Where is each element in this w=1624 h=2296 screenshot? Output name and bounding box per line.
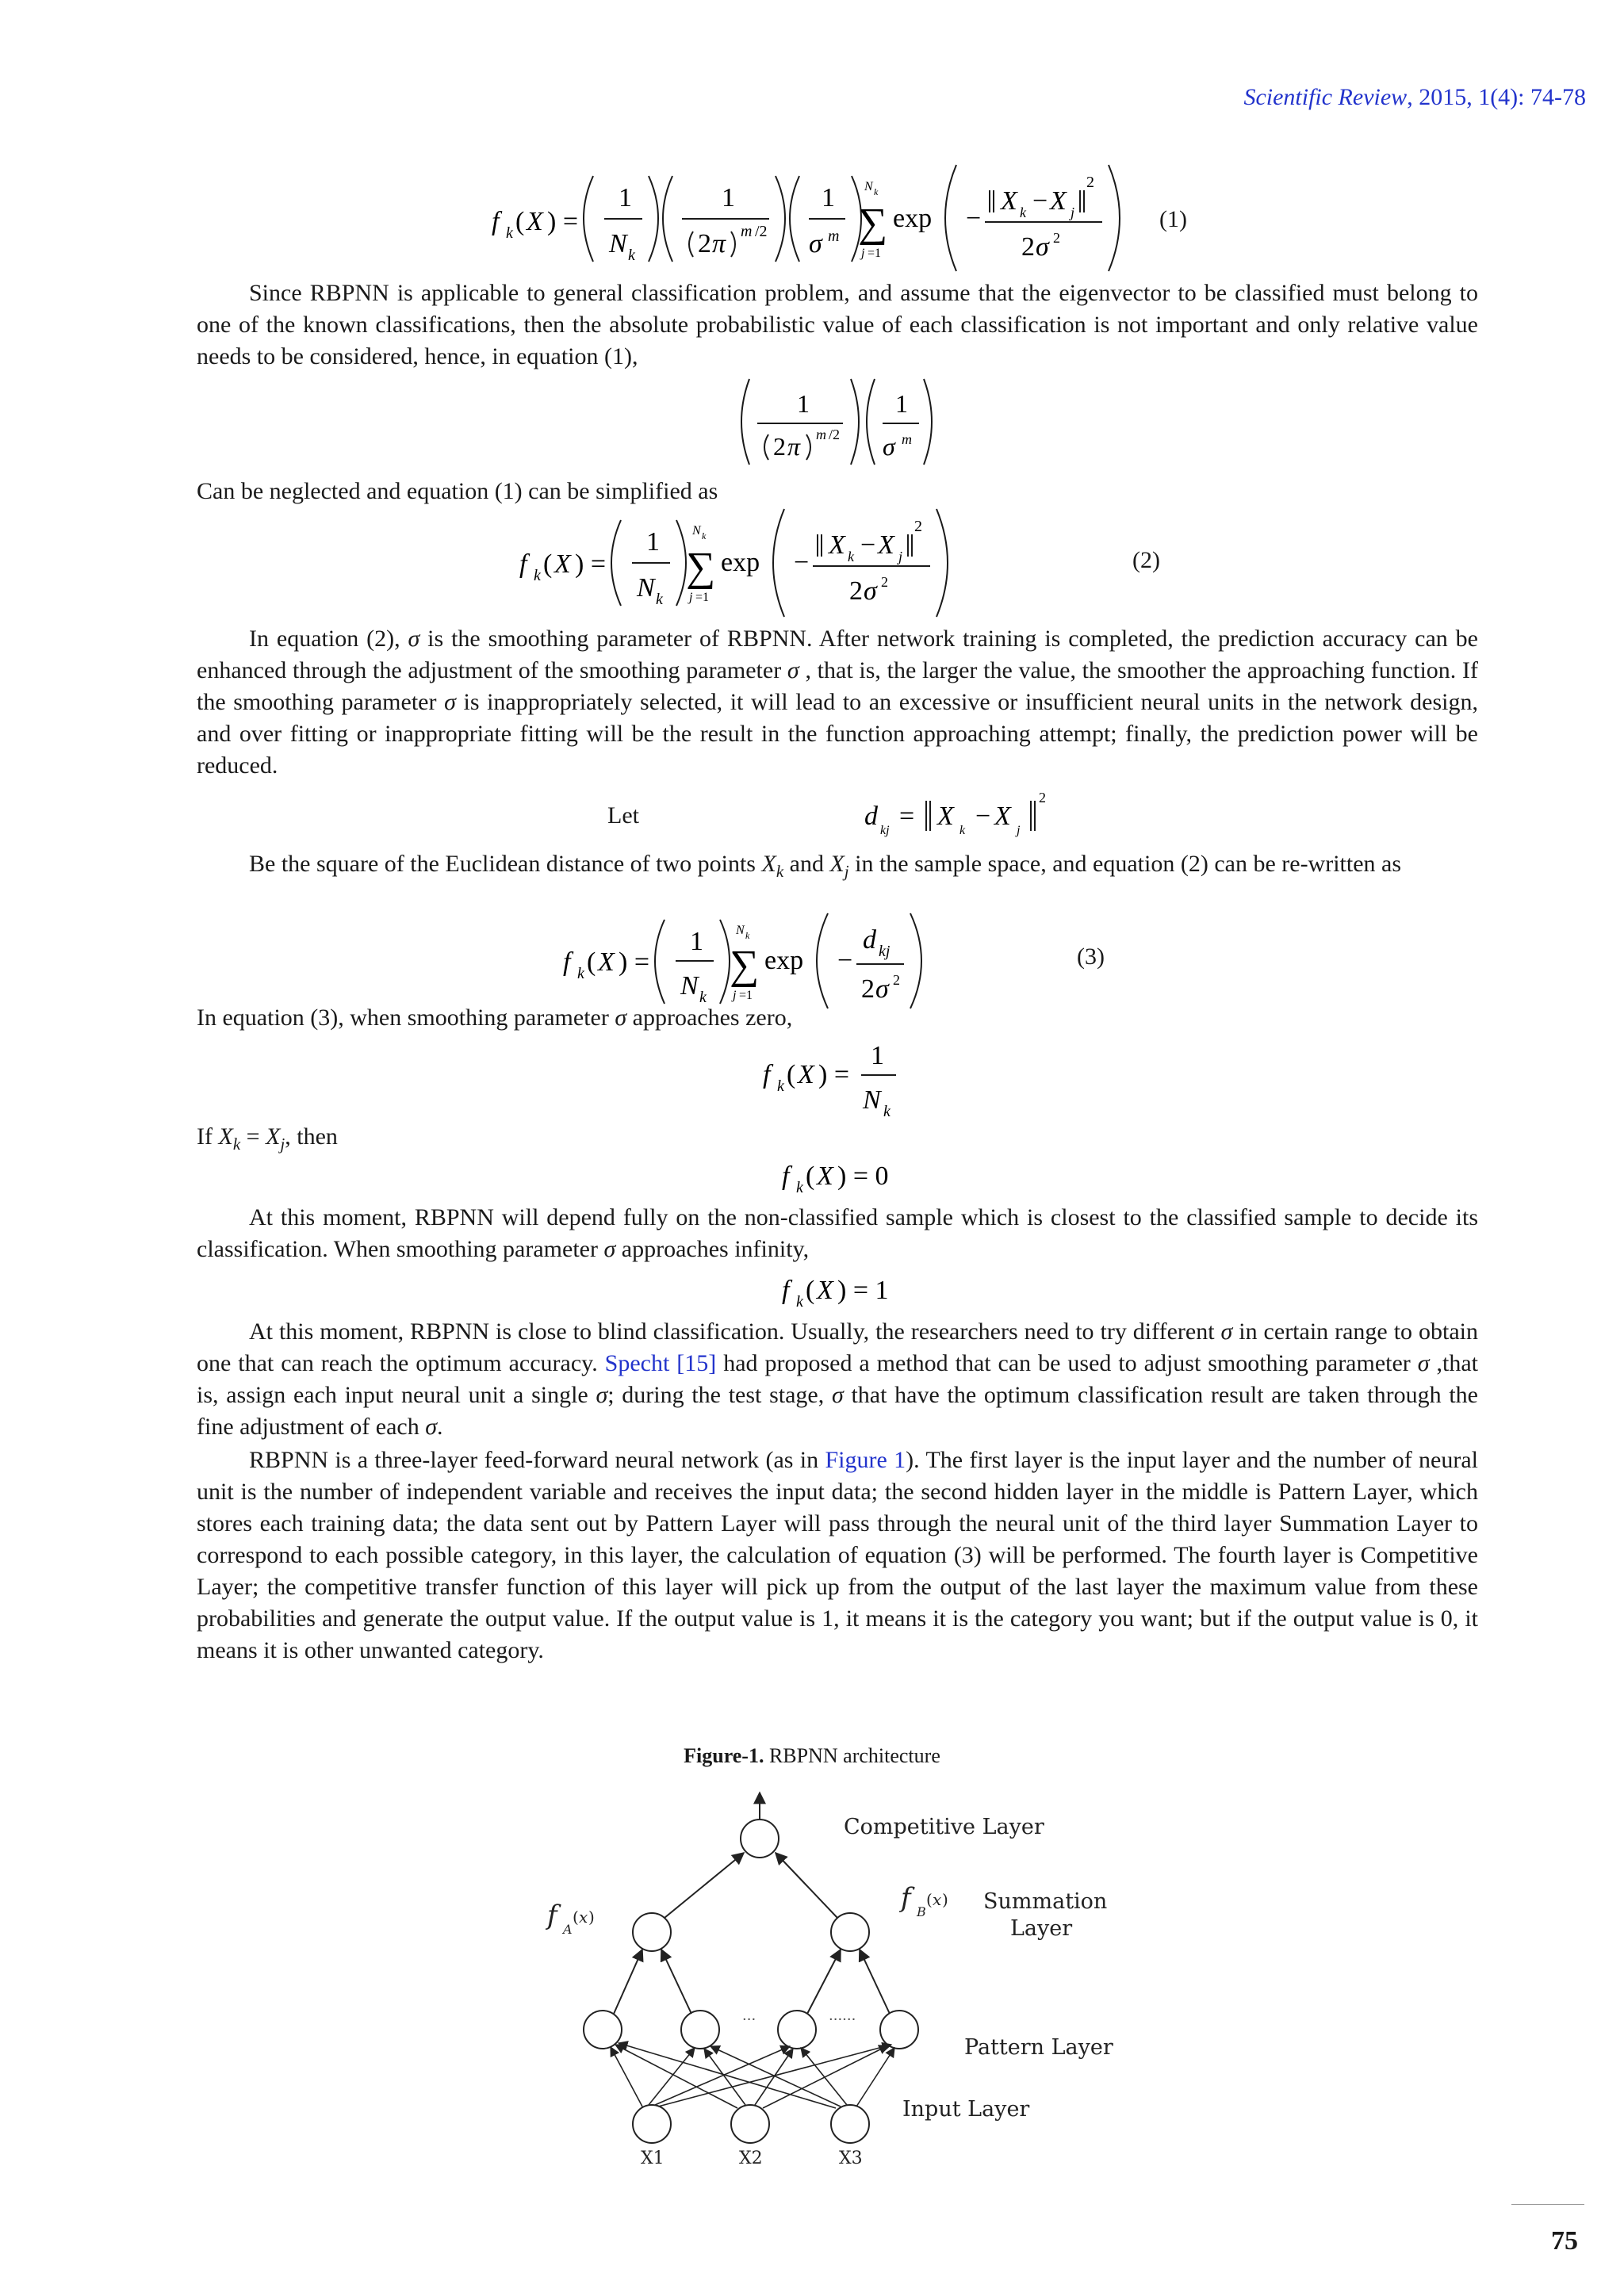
sigma-symbol: σ [1417, 1350, 1430, 1376]
svg-text:k: k [883, 1103, 891, 1120]
ellipsis-pattern-b: ······ [829, 2011, 856, 2028]
sigma-symbol: σ [831, 1382, 844, 1408]
svg-text:−: − [860, 530, 876, 560]
svg-text:x: x [933, 1890, 942, 1909]
svg-text:m: m [828, 228, 840, 245]
svg-text:X: X [829, 530, 845, 560]
svg-text:f: f [782, 1161, 790, 1191]
svg-text:k: k [777, 1077, 784, 1095]
svg-text:2: 2 [1053, 230, 1060, 246]
svg-text:j: j [898, 549, 903, 564]
svg-text:k: k [656, 591, 663, 608]
svg-text:1: 1 [822, 183, 835, 212]
input-node-3 [831, 2105, 869, 2143]
svg-text:∑: ∑ [858, 201, 888, 246]
input-node-1 [633, 2105, 671, 2143]
paragraph-1: Since RBPNN is applicable to general classification problem, and assume that the eigenvector to be classified must belong to one of the known classifications, then the absolute probabilistic value of each classification is not important and only relative value needs to be considered, hence, in equation (1), [197, 280, 1478, 369]
svg-text:σ: σ [864, 576, 877, 606]
svg-text:X: X [798, 1060, 814, 1089]
svg-text:j: j [689, 591, 693, 604]
svg-text:N: N [637, 573, 655, 603]
svg-text:X: X [554, 549, 571, 579]
sigma-symbol: σ [1220, 1318, 1233, 1345]
svg-text:k: k [796, 1179, 803, 1196]
label-summation-layer-2: Layer [1010, 1916, 1073, 1941]
svg-text:x: x [579, 1908, 588, 1927]
sigma-symbol: σ [444, 689, 456, 715]
equation-neglected-term [733, 374, 940, 469]
svg-text:2: 2 [698, 229, 711, 258]
svg-text:/2: /2 [755, 223, 768, 240]
svg-text:−: − [1032, 186, 1048, 216]
svg-text:k: k [959, 824, 966, 837]
svg-text:(: ( [573, 1908, 579, 1927]
svg-text:f: f [547, 1900, 557, 1931]
equation-dkj [864, 790, 1071, 840]
svg-text:exp: exp [893, 204, 933, 233]
svg-text:2: 2 [1039, 790, 1046, 806]
svg-text:σ: σ [883, 432, 895, 461]
sigma-symbol: σ [615, 1004, 627, 1031]
paragraph-7: At this moment, RBPNN will depend fully on the non-classified sample which is closest to the classified sample to decide its classification. When smoothing parameter σ approaches infinity, [197, 1204, 1478, 1262]
svg-text:k: k [702, 530, 707, 541]
label-summation-layer-1: Summation [983, 1889, 1108, 1914]
equation-1 [492, 159, 1142, 277]
svg-text:k: k [577, 965, 584, 982]
label-pattern-layer: Pattern Layer [964, 2035, 1113, 2060]
svg-text:2: 2 [914, 518, 922, 535]
svg-text:k: k [699, 989, 707, 1006]
svg-text:d: d [863, 925, 876, 955]
svg-text:(: ( [543, 549, 553, 579]
svg-text:f: f [519, 549, 527, 579]
svg-text:kj: kj [879, 943, 891, 960]
svg-text:=1: =1 [695, 591, 710, 604]
svg-text:π: π [787, 432, 801, 461]
svg-text:X: X [1050, 186, 1067, 216]
equation-limit-zero [763, 1035, 921, 1123]
svg-text:(: ( [587, 947, 596, 977]
svg-text:1: 1 [619, 183, 632, 212]
svg-text:−: − [975, 802, 991, 831]
svg-text:=: = [899, 802, 915, 831]
sigma-symbol: σ [603, 1236, 616, 1262]
svg-text:=1: =1 [868, 247, 882, 260]
svg-text:1: 1 [797, 389, 810, 418]
let-label: Let [607, 802, 639, 828]
svg-text:σ: σ [1036, 232, 1049, 262]
figure-1-link[interactable]: Figure 1 [825, 1447, 906, 1473]
sigma-symbol: σ [596, 1382, 608, 1408]
svg-text:N: N [864, 180, 873, 193]
svg-text:1: 1 [646, 527, 660, 557]
input-label-x3: X3 [839, 2149, 863, 2168]
paragraph-3: In equation (2), σ is the smoothing parameter of RBPNN. After network training is completed, the prediction accuracy can be enhanced through the adjustment of the smoothing parameter σ , that is, the larger the value, the smoother the approaching function. If the smoothing parameter σ is inappropriately selected, it will lead to an excessive or insufficient neural units in the network design, and over fitting or inappropriate fitting will be the result in the function approaching attempt; finally, the prediction power will be reduced. [197, 626, 1478, 779]
svg-text:k: k [534, 567, 541, 584]
svg-text:k: k [796, 1293, 803, 1311]
svg-text:−: − [837, 946, 853, 975]
svg-text:X: X [878, 530, 894, 560]
paragraph-4: Be the square of the Euclidean distance of two points $X_k$ and $X_j$ in the sample space, and equation (2) can be re-written as [249, 851, 1402, 881]
svg-text:k: k [848, 549, 854, 564]
paragraph-2: Can be neglected and equation (1) can be simplified as [197, 478, 718, 504]
input-node-2 [731, 2105, 769, 2143]
svg-text:j: j [733, 989, 737, 1002]
svg-text:kj: kj [880, 824, 890, 837]
svg-text:2: 2 [861, 974, 875, 1004]
svg-text:) = 1: ) = 1 [837, 1276, 889, 1305]
svg-text:exp: exp [721, 548, 760, 577]
page-number: 75 [1551, 2226, 1578, 2256]
svg-text:d: d [864, 802, 878, 831]
svg-text:∑: ∑ [686, 545, 716, 590]
summation-node-a [633, 1913, 671, 1951]
svg-text:f: f [492, 207, 500, 236]
svg-text:X: X [937, 802, 954, 831]
svg-text:1: 1 [871, 1041, 884, 1070]
svg-text:X: X [1001, 186, 1017, 216]
svg-text:B: B [917, 1904, 926, 1919]
svg-text:k: k [745, 930, 750, 941]
svg-text:f: f [763, 1060, 771, 1089]
pattern-node-1 [584, 2011, 622, 2049]
running-head [1243, 84, 1586, 111]
paragraph-8: At this moment, RBPNN is close to blind classification. Usually, the researchers need to try different σ in certain range to obtain one that can reach the optimum accuracy. Specht [15] had proposed a method that can be used to adjust smoothing parameter σ ,that is, assign each input neural unit a single σ; during the test stage, σ that have the optimum classification result are taken through the fine adjustment of each σ. [197, 1318, 1478, 1440]
journal-citation: , 2015, 1(4): 74-78 [1407, 84, 1586, 110]
label-competitive-layer: Competitive Layer [844, 1815, 1044, 1839]
svg-text:) =: ) = [575, 549, 606, 579]
svg-text:k: k [1020, 205, 1026, 220]
svg-text:m: m [816, 427, 826, 442]
rbpnn-architecture-diagram [508, 1788, 1174, 2168]
svg-text:∑: ∑ [730, 943, 760, 988]
svg-text:2: 2 [849, 576, 863, 606]
svg-text:2: 2 [881, 574, 888, 590]
svg-text:k: k [628, 247, 635, 264]
svg-text:X: X [598, 947, 615, 977]
svg-text:A: A [563, 1922, 573, 1937]
figure-caption-label: Figure-1. [684, 1744, 764, 1767]
svg-text:2: 2 [893, 972, 900, 988]
svg-text:N: N [680, 971, 699, 1001]
svg-text:(: ( [926, 1890, 933, 1909]
svg-text:k: k [874, 186, 879, 197]
svg-text:1: 1 [895, 389, 908, 418]
svg-text:σ: σ [809, 229, 822, 258]
svg-text:exp: exp [764, 946, 804, 975]
svg-text:2: 2 [773, 432, 786, 461]
figure-caption [0, 1744, 1624, 1768]
svg-text:X: X [817, 1276, 833, 1305]
svg-text:2: 2 [1021, 232, 1035, 262]
pattern-node-2 [681, 2011, 719, 2049]
equation-1-number: (1) [1159, 206, 1187, 232]
pattern-node-3 [778, 2011, 816, 2049]
svg-text:N: N [863, 1085, 881, 1115]
input-label-x2: X2 [739, 2149, 763, 2168]
equation-f-zero [782, 1154, 917, 1199]
equation-f-one [782, 1269, 917, 1313]
paragraph-6: If $X_k = X_j$, then [197, 1123, 338, 1154]
equation-2 [519, 507, 963, 618]
svg-text:) =: ) = [818, 1060, 849, 1089]
svg-text:σ: σ [875, 974, 889, 1004]
sigma-symbol: σ [425, 1414, 438, 1440]
svg-text:f: f [563, 947, 571, 977]
svg-text:) =: ) = [619, 947, 649, 977]
svg-text:f: f [782, 1276, 790, 1305]
svg-text:N: N [692, 524, 701, 538]
input-label-x1: X1 [641, 2149, 665, 2168]
pattern-node-4 [880, 2011, 918, 2049]
svg-text:(: ( [515, 207, 525, 236]
svg-text:j: j [861, 247, 865, 260]
svg-text:−: − [794, 548, 810, 577]
svg-text:1: 1 [690, 927, 703, 956]
figure-caption-text: RBPNN architecture [764, 1744, 940, 1767]
svg-text:N: N [736, 924, 745, 937]
svg-text:j: j [1017, 824, 1021, 837]
svg-text:): ) [588, 1908, 595, 1927]
sigma-symbol: σ [787, 657, 799, 683]
svg-text:−: − [966, 204, 982, 233]
ellipsis-pattern-a: ··· [742, 2011, 756, 2028]
svg-text:m: m [741, 223, 753, 240]
svg-text:(: ( [806, 1276, 815, 1305]
svg-text:m: m [902, 431, 912, 447]
summation-node-b [831, 1913, 869, 1951]
svg-text:j: j [1071, 205, 1075, 220]
svg-text:X: X [527, 207, 543, 236]
svg-text:(: ( [787, 1060, 796, 1089]
svg-text:2: 2 [1086, 174, 1094, 191]
svg-text:k: k [506, 224, 513, 242]
svg-text:1: 1 [722, 183, 735, 212]
journal-name: Scientific Review [1243, 84, 1408, 110]
competitive-node [741, 1820, 779, 1858]
svg-text:) = 0: ) = 0 [837, 1161, 889, 1191]
label-input-layer: Input Layer [902, 2097, 1030, 2122]
svg-text:X: X [817, 1161, 833, 1191]
svg-text:N: N [609, 229, 627, 258]
equation-3 [563, 910, 936, 1013]
sigma-symbol: σ [408, 626, 420, 652]
paragraph-5: In equation (3), when smoothing parameter σ approaches zero, [197, 1004, 793, 1031]
svg-text:X: X [994, 802, 1011, 831]
svg-text:=1: =1 [739, 989, 753, 1002]
svg-text:(: ( [806, 1161, 815, 1191]
footer-rule [1511, 2204, 1584, 2205]
equation-3-number: (3) [1077, 943, 1105, 970]
svg-text:f: f [901, 1882, 911, 1914]
citation-link-specht[interactable]: Specht [15] [604, 1350, 717, 1376]
svg-text:/2: /2 [829, 427, 841, 442]
equation-2-number: (2) [1132, 547, 1160, 573]
svg-text:) =: ) = [547, 207, 578, 236]
paragraph-9: RBPNN is a three-layer feed-forward neural network (as in Figure 1). The first layer is the input layer and the number of neural unit is the number of independent variable and receives the input data; the second hidden layer in the middle is Pattern Layer, which stores each training data; the data sent out by Pattern Layer will pass through the neural unit of the third layer Summation Layer to correspond to each possible category, in this layer, the calculation of equation (3) will be performed. The fourth layer is Competitive Layer; the competitive transfer function of this layer will pick up from the output of the last layer the maximum value from these probabilities and generate the output value. If the output value is 1, it means it is the category you want; but if the output value is 0, it means it is other unwanted category. [197, 1447, 1478, 1663]
svg-text:π: π [712, 229, 726, 258]
svg-text:): ) [942, 1890, 948, 1909]
